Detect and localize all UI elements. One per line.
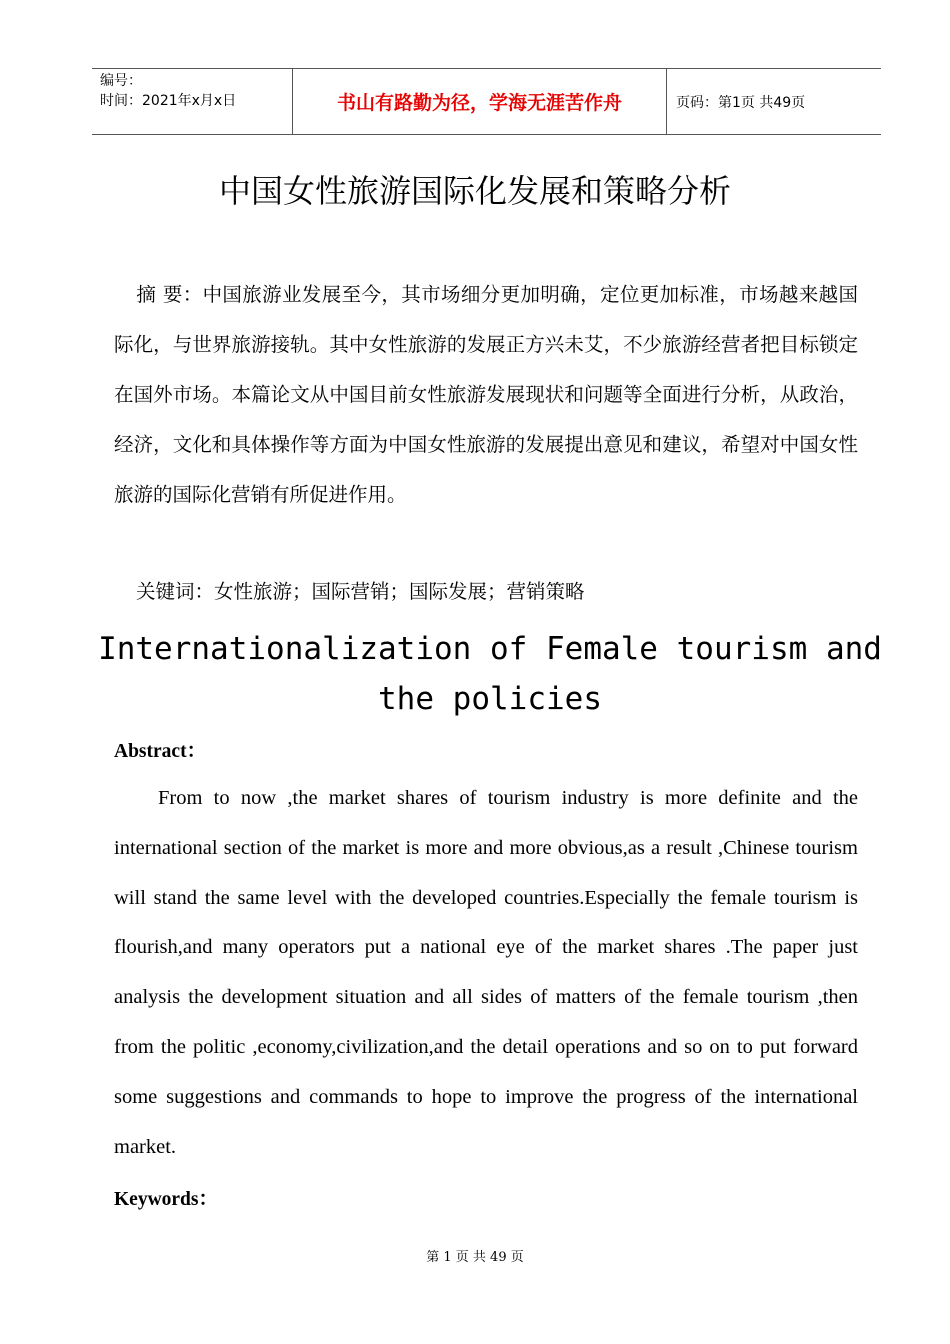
title-chinese: 中国女性旅游国际化发展和策略分析 [218,172,731,210]
page-info: 页码：第1页 共49页 [676,94,806,111]
abstract-chinese [114,270,858,520]
keywords-chinese-label: 关键词： [136,580,215,603]
header-page-cell [667,69,881,134]
number-label: 编号： [100,73,142,89]
abstract-english-text: From to now ,the market shares of tourism industry is more definite and the international section of the market is more and more obvious,as a result ,Chinese tourism will stand the same level with the developed countries.Especially the female tourism is flourish,and many operators put a national eye of the market shares .The paper just analysis the development situation and all sides of matters of the female tourism ,then from the politic ,economy,civilization,and the detail operations and so on to put forward some suggestions and commands to hope to improve the progress of the international market. [114,787,858,1158]
abstract-chinese-text: 中国旅游业发展至今，其市场细分更加明确，定位更加标准，市场越来越国际化，与世界旅游接轨。其中女性旅游的发展正方兴未艾，不少旅游经营者把目标锁定在国外市场。本篇论文从中国目前女性旅游发展现状和问题等全面进行分析，从政治，经济，文化和具体操作等方面为中国女性旅游的发展提出意见和建议，希望对中国女性旅游的国际化营销有所促进作用。 [114,283,858,506]
header-table [92,68,881,135]
page-footer: 第 1 页 共 49 页 [426,1250,524,1265]
abstract-chinese-label: 摘 要： [136,283,203,306]
keywords-chinese-text: 女性旅游；国际营销；国际发展；营销策略 [214,580,585,603]
header-motto-cell [293,69,667,134]
abstract-english-label: Abstract： [114,741,207,762]
motto-text: 书山有路勤为径，学海无涯苦作舟 [336,92,622,114]
keywords-chinese [136,567,585,617]
title-english: Internationalization of Female tourism and the policies [98,631,882,717]
keywords-english-label: Keywords： [114,1189,218,1210]
time-label: 时间：2021年x月x日 [100,93,237,109]
header-meta-cell [92,69,293,134]
